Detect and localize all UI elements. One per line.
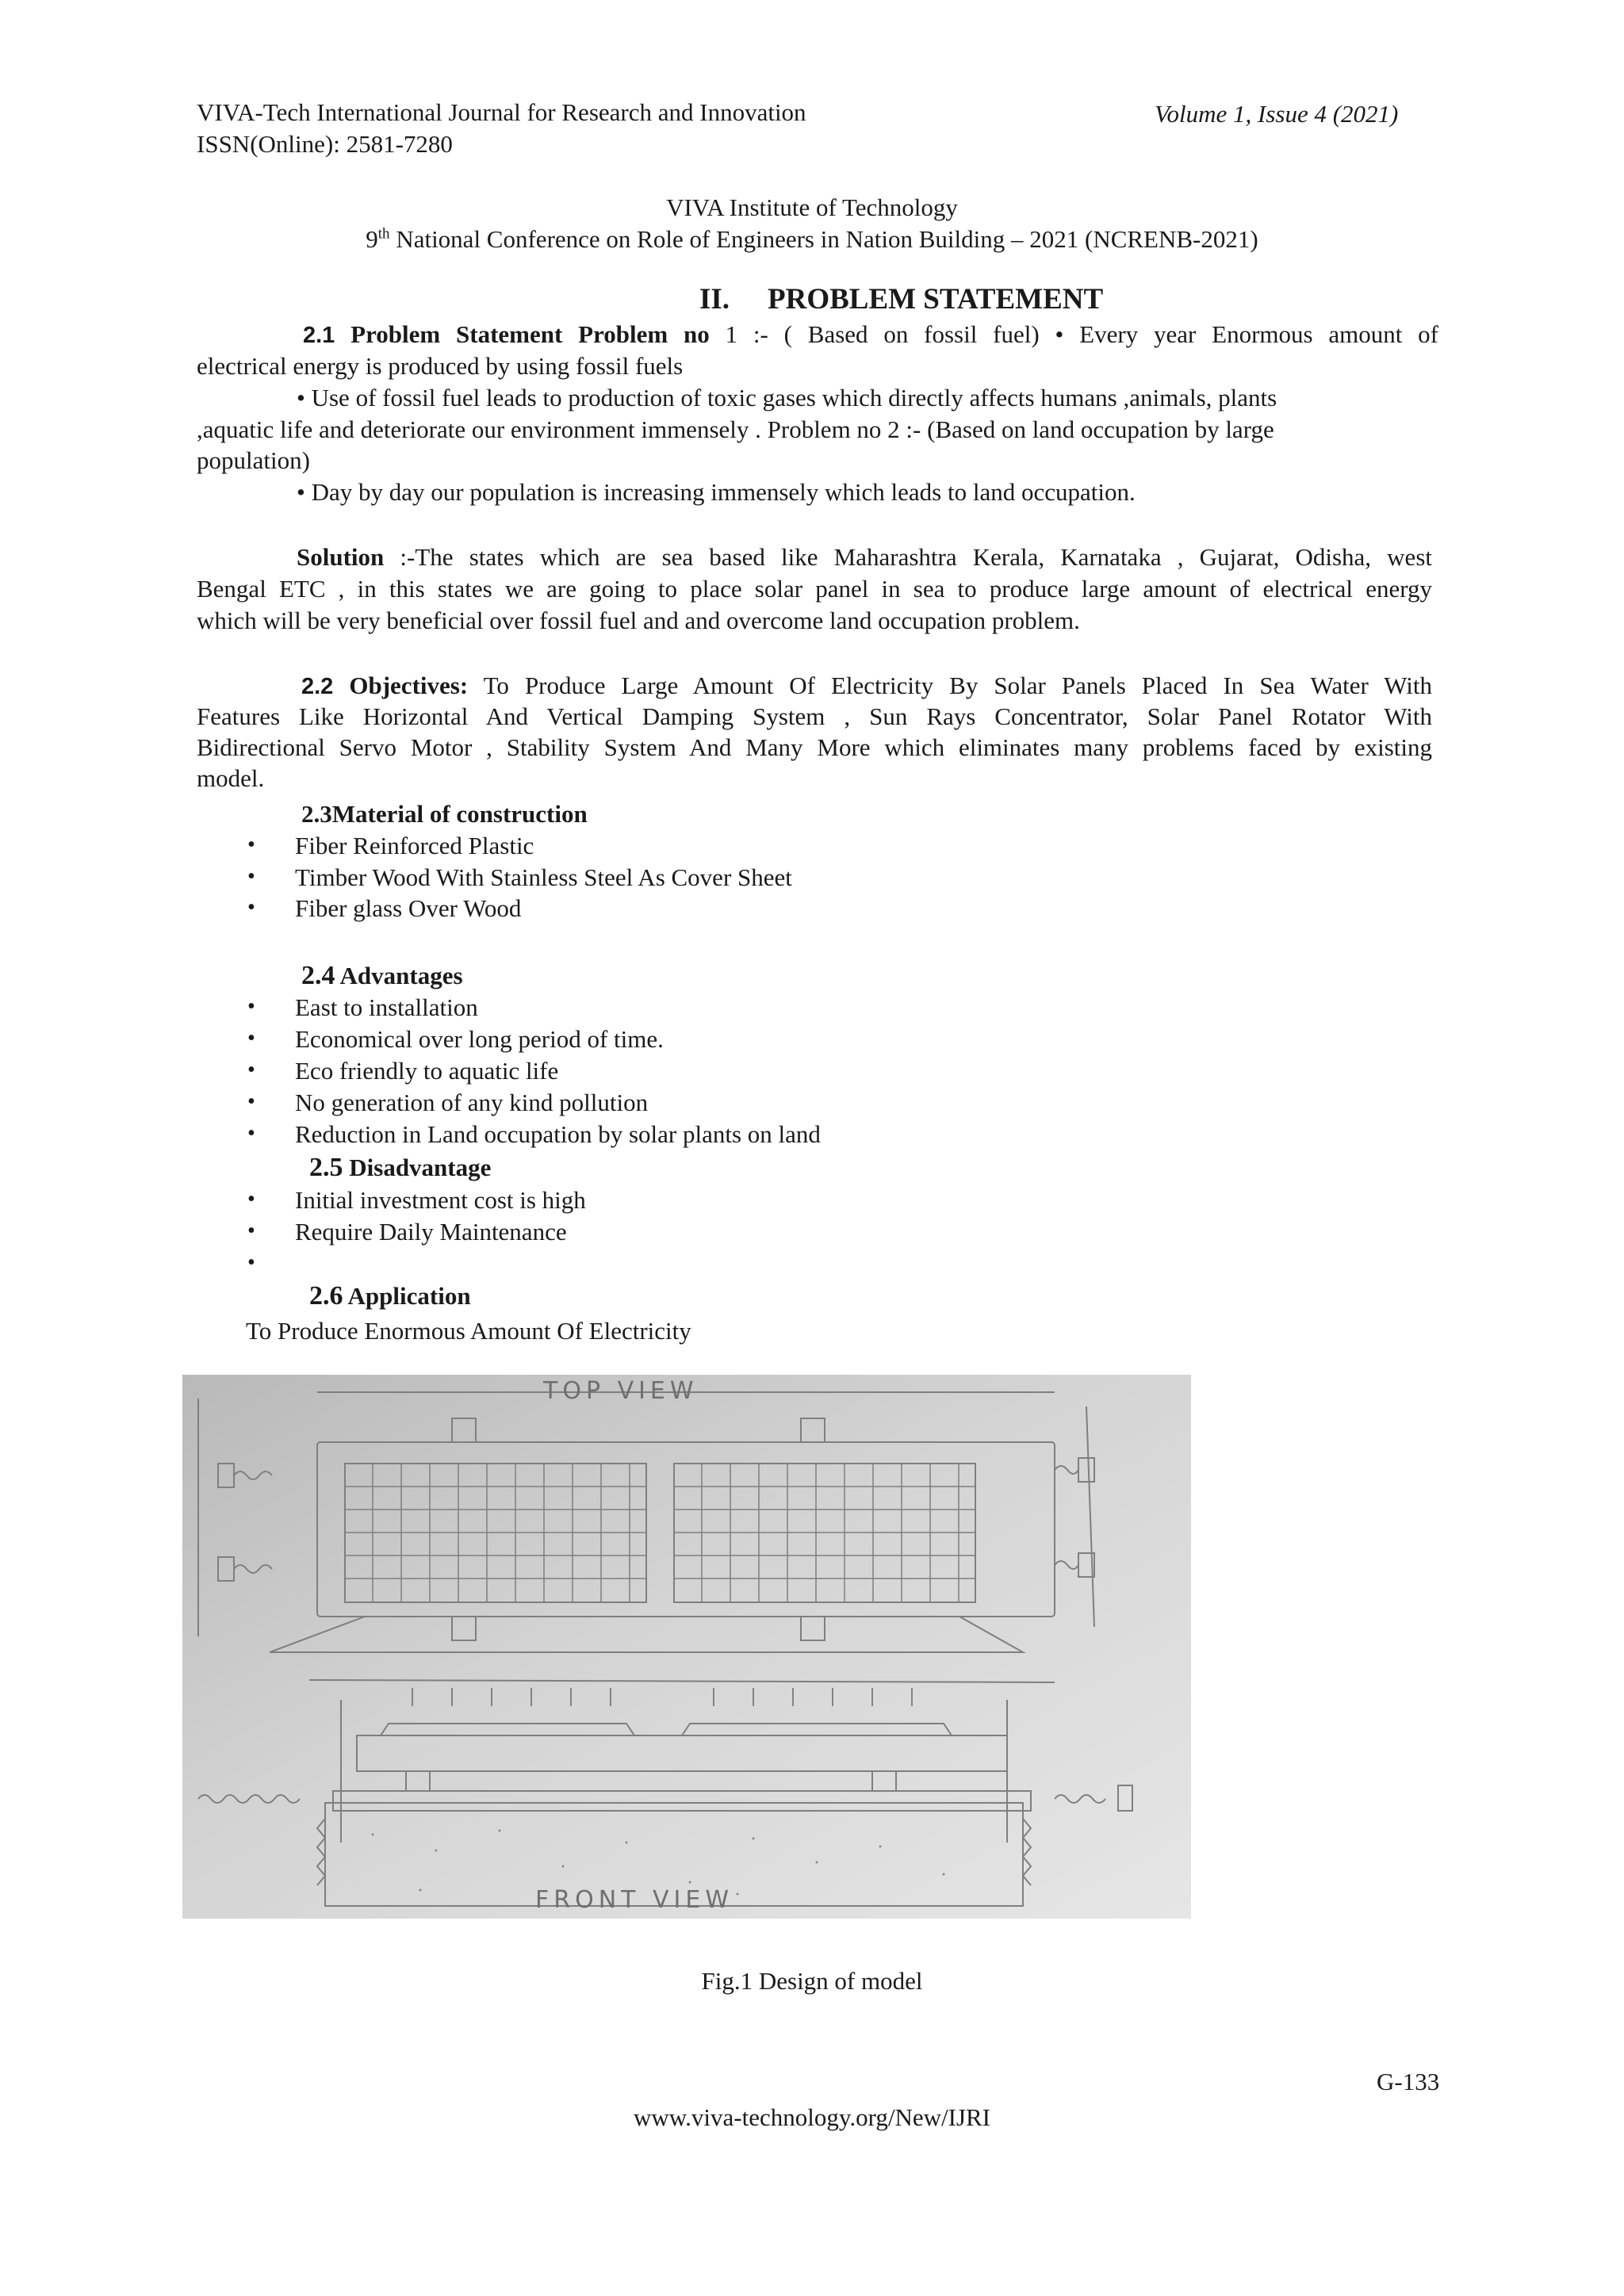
bullet-dot: • bbox=[247, 1219, 255, 1243]
problem2-bullet: • Day by day our population is increasing immensely which leads to land occupation. bbox=[297, 478, 1136, 506]
bullet-dot: • bbox=[247, 1089, 255, 1114]
objectives-line4: model. bbox=[197, 764, 265, 792]
solution-line3: which will be very beneficial over fossil fuel and and overcome land occupation problem. bbox=[197, 607, 1080, 634]
materials-item: Timber Wood With Stainless Steel As Cover Sheet bbox=[295, 863, 792, 891]
materials-item: Fiber glass Over Wood bbox=[295, 894, 522, 922]
bullet-dot: • bbox=[247, 1026, 255, 1050]
problem1-line2: ,aquatic life and deteriorate our environment immensely . Problem no 2 :- (Based on land occupation by large bbox=[197, 415, 1274, 443]
section-title: PROBLEM STATEMENT bbox=[768, 283, 1104, 316]
disadvantage-item: Initial investment cost is high bbox=[295, 1186, 586, 1214]
journal-title: VIVA-Tech International Journal for Research and Innovation bbox=[197, 98, 806, 126]
objectives-line2: Features Like Horizontal And Vertical Damping System , Sun Rays Concentrator, Solar Panel Rotator With bbox=[197, 702, 1432, 730]
application-text: To Produce Enormous Amount Of Electricity bbox=[246, 1317, 691, 1345]
disadvantage-heading: 2.5 Disadvantage bbox=[309, 1153, 492, 1182]
objectives-line3: Bidirectional Servo Motor , Stability System And Many More which eliminates many problems faced by existing bbox=[197, 733, 1432, 761]
problem1-bullet: • Use of fossil fuel leads to production of toxic gases which directly affects humans ,animals, plants bbox=[297, 384, 1277, 411]
figure-caption: Fig.1 Design of model bbox=[701, 1967, 923, 1995]
bullet-dot: • bbox=[247, 895, 255, 920]
problem1-line3: population) bbox=[197, 446, 310, 474]
problem-statement-line2: electrical energy is produced by using fossil fuels bbox=[197, 352, 684, 380]
conference-name: 9th National Conference on Role of Engineers in Nation Building – 2021 (NCRENB-2021) bbox=[366, 225, 1258, 253]
top-view-label: TOP VIEW bbox=[543, 1377, 699, 1405]
materials-item: Fiber Reinforced Plastic bbox=[295, 832, 534, 859]
solution-line2: Bengal ETC , in this states we are going to place solar panel in sea to produce large amount of electrical energy bbox=[197, 575, 1432, 603]
solution-line1: Solution :-The states which are sea based like Maharashtra Kerala, Karnataka , Gujarat, Odisha, west bbox=[297, 543, 1432, 571]
advantages-item: Reduction in Land occupation by solar plants on land bbox=[295, 1120, 821, 1148]
advantages-item: Eco friendly to aquatic life bbox=[295, 1057, 559, 1085]
advantages-heading: 2.4 Advantages bbox=[301, 961, 463, 990]
bullet-dot: • bbox=[247, 832, 255, 857]
bullet-dot: • bbox=[247, 1187, 255, 1211]
institute-name: VIVA Institute of Technology bbox=[666, 193, 958, 221]
bullet-dot: • bbox=[247, 1121, 255, 1146]
problem-statement-line1: 2.1 Problem Statement Problem no 1 :- ( Based on fossil fuel) • Every year Enormous amount of bbox=[303, 320, 1438, 348]
model-design-figure bbox=[182, 1375, 1191, 1919]
page-number: G-133 bbox=[1377, 2068, 1440, 2095]
model-sketch bbox=[182, 1375, 1191, 1919]
advantages-item: Economical over long period of time. bbox=[295, 1025, 664, 1053]
bullet-dot: • bbox=[247, 864, 255, 889]
materials-heading: 2.3Material of construction bbox=[301, 800, 588, 828]
journal-url[interactable]: www.viva-technology.org/New/IJRI bbox=[634, 2103, 990, 2131]
advantages-item: No generation of any kind pollution bbox=[295, 1089, 649, 1116]
issn: ISSN(Online): 2581-7280 bbox=[197, 130, 453, 158]
objectives-line1: 2.2 Objectives: To Produce Large Amount Of Electricity By Solar Panels Placed In Sea Water With bbox=[301, 672, 1433, 699]
advantages-item: East to installation bbox=[295, 993, 478, 1021]
bullet-dot: • bbox=[247, 1058, 255, 1082]
front-view-label: FRONT VIEW bbox=[535, 1886, 734, 1914]
bullet-dot: • bbox=[247, 994, 255, 1019]
bullet-dot: • bbox=[247, 1250, 255, 1275]
volume-issue: Volume 1, Issue 4 (2021) bbox=[1155, 100, 1399, 128]
disadvantage-item: Require Daily Maintenance bbox=[295, 1218, 567, 1246]
section-number: II. bbox=[699, 283, 730, 316]
application-heading: 2.6 Application bbox=[309, 1281, 471, 1311]
